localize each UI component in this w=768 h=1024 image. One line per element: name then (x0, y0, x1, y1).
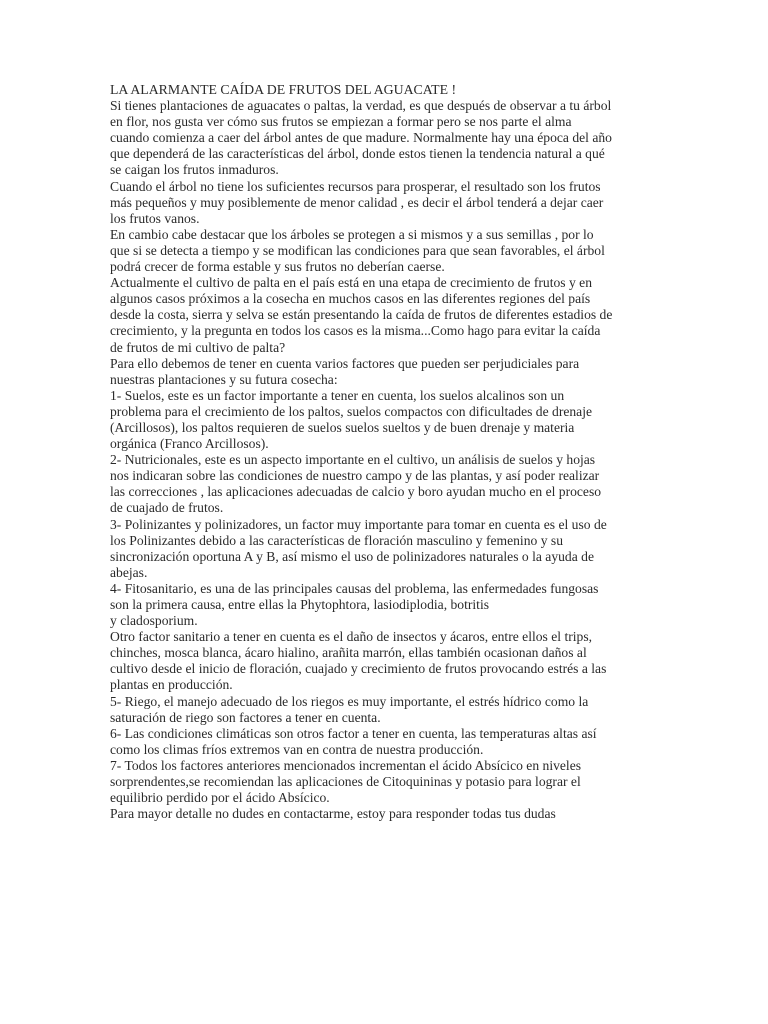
text-line: más pequeños y muy posiblemente de menor calidad , es decir el árbol tenderá a dejar caer (110, 194, 604, 210)
text-line: Para mayor detalle no dudes en contactarme, estoy para responder todas tus dudas (110, 806, 556, 822)
text-line: que si se detecta a tiempo y se modifican las condiciones para que sean favorables, el árbol (110, 242, 605, 258)
text-line: equilibrio perdido por el ácido Absícico. (110, 790, 330, 806)
text-line: 2- Nutricionales, este es un aspecto importante en el cultivo, un análisis de suelos y hojas (110, 452, 596, 468)
text-line: de frutos de mi cultivo de palta? (110, 339, 286, 355)
text-line: cultivo desde el inicio de floración, cuajado y crecimiento de frutos provocando estrés a las (110, 661, 607, 677)
text-line: Actualmente el cultivo de palta en el país está en una etapa de crecimiento de frutos y en (110, 275, 593, 291)
text-line: Otro factor sanitario a tener en cuenta es el daño de insectos y ácaros, entre ellos el trips, (110, 629, 593, 645)
text-line: 6- Las condiciones climáticas son otros factor a tener en cuenta, las temperaturas altas así (110, 725, 597, 741)
document-page (110, 82, 658, 822)
text-line: nos indicaran sobre las condiciones de nuestro campo y de las plantas, y así poder realizar (110, 468, 600, 484)
text-line: los Polinizantes debido a las características de floración masculino y femenino y su (110, 532, 563, 548)
text-line: nuestras plantaciones y su futura cosecha: (110, 371, 338, 387)
document-body (110, 98, 658, 822)
text-line: plantas en producción. (110, 677, 233, 693)
text-line: saturación de riego son factores a tener en cuenta. (110, 709, 381, 725)
text-line: cuando comienza a caer del árbol antes de que madure. Normalmente hay una época del año (110, 130, 612, 146)
text-line: se caigan los frutos inmaduros. (110, 162, 279, 178)
text-line: abejas. (110, 564, 148, 580)
text-line: y cladosporium. (110, 613, 198, 629)
text-line: 3- Polinizantes y polinizadores, un factor muy importante para tomar en cuenta es el uso de (110, 516, 607, 532)
text-line: chinches, mosca blanca, ácaro hialino, arañita marrón, ellas también ocasionan daños al (110, 645, 587, 661)
text-line: Cuando el árbol no tiene los suficientes recursos para prosperar, el resultado son los frutos (110, 178, 601, 194)
text-line: (Arcillosos), los paltos requieren de suelos suelos sueltos y de buen drenaje y materia (110, 419, 575, 435)
text-line: los frutos vanos. (110, 210, 200, 226)
text-line: las correcciones , las aplicaciones adecuadas de calcio y boro ayudan mucho en el proceso (110, 484, 602, 500)
text-line: sorprendentes,se recomiendan las aplicaciones de Citoquininas y potasio para lograr el (110, 774, 581, 790)
text-line: problema para el crecimiento de los paltos, suelos compactos con dificultades de drenaje (110, 403, 593, 419)
text-line: desde la costa, sierra y selva se están presentando la caída de frutos de diferentes estadios de (110, 307, 613, 323)
text-line: son la primera causa, entre ellas la Phytophtora, lasiodiplodia, botritis (110, 597, 490, 612)
text-line: de cuajado de frutos. (110, 500, 224, 516)
text-line: crecimiento, y la pregunta en todos los casos es la misma...Como hago para evitar la caída (110, 323, 601, 339)
text-line: 5- Riego, el manejo adecuado de los riegos es muy importante, el estrés hídrico como la (110, 693, 589, 709)
document-title: LA ALARMANTE CAÍDA DE FRUTOS DEL AGUACATE ! (110, 82, 457, 97)
text-line: Para ello debemos de tener en cuenta varios factores que pueden ser perjudiciales para (110, 355, 580, 371)
text-line: 7- Todos los factores anteriores mencionados incrementan el ácido Absícico en niveles (110, 757, 582, 773)
text-line: en flor, nos gusta ver cómo sus frutos se empiezan a formar pero se nos parte el alma (110, 114, 572, 130)
text-line: sincronización oportuna A y B, así mismo el uso de polinizadores naturales o la ayuda de (110, 548, 594, 564)
text-line: podrá crecer de forma estable y sus frutos no deberían caerse. (110, 259, 445, 275)
text-line: Si tienes plantaciones de aguacates o paltas, la verdad, es que después de observar a tu árbol (110, 98, 612, 114)
text-line: que dependerá de las características del árbol, donde estos tienen la tendencia natural a qué (110, 146, 605, 162)
text-line: En cambio cabe destacar que los árboles se protegen a si mismos y a sus semillas , por lo (110, 226, 594, 242)
text-line: 1- Suelos, este es un factor importante a tener en cuenta, los suelos alcalinos son un (110, 387, 565, 403)
text-line: orgánica (Franco Arcillosos). (110, 436, 269, 452)
text-line: 4- Fitosanitario, es una de las principales causas del problema, las enfermedades fungosas (110, 580, 599, 596)
text-line: como los climas fríos extremos van en contra de nuestra producción. (110, 741, 484, 757)
text-line: algunos casos próximos a la cosecha en muchos casos en las diferentes regiones del país (110, 291, 591, 307)
